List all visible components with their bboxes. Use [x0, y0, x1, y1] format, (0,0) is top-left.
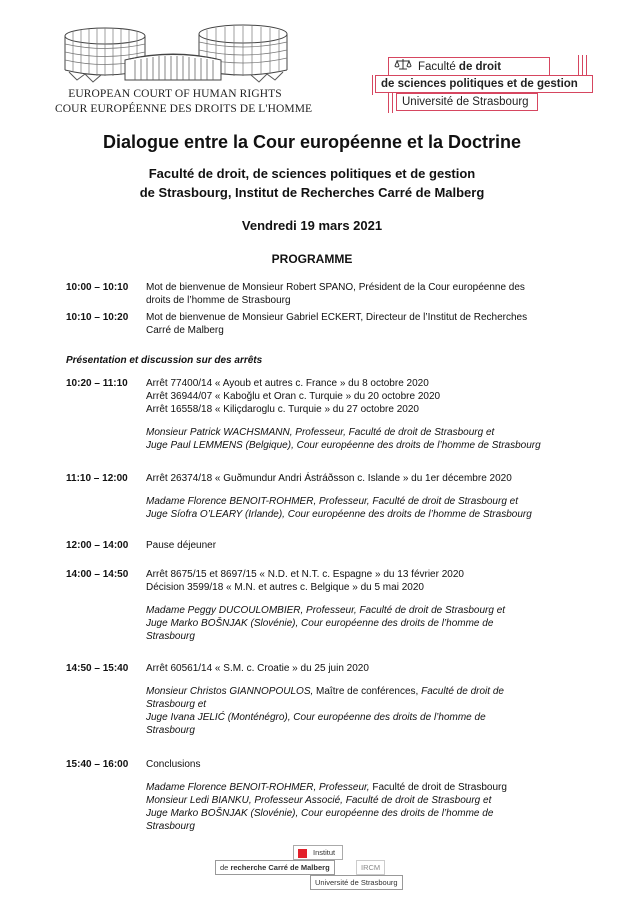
schedule-time: 14:50 – 15:40: [66, 663, 129, 674]
court-building-icon: [55, 22, 295, 86]
speaker-line: Juge Paul LEMMENS (Belgique), Cour européenne des droits de l’homme de Strasbourg: [146, 440, 541, 451]
speaker-line: Juge Ivana JELIĆ (Monténégro), Cour européenne des droits de l’homme de: [146, 712, 486, 723]
schedule-time: 10:00 – 10:10: [66, 282, 129, 293]
faculty-logo-line2: de sciences politiques et de gestion: [375, 75, 593, 93]
case-reference: Décision 3599/18 « M.N. et autres c. Belgique » du 5 mai 2020: [146, 582, 424, 593]
case-reference: Arrêt 8675/15 et 8697/15 « N.D. et N.T. c. Espagne » du 13 février 2020: [146, 569, 464, 580]
programme-heading: PROGRAMME: [271, 252, 353, 266]
faculty-logo-line1: Faculté de droit: [388, 57, 550, 76]
case-reference: Arrêt 36944/07 « Kaboğlu et Oran c. Turquie » du 20 octobre 2020: [146, 391, 441, 402]
schedule-description: Mot de bienvenue de Monsieur Robert SPANO, Président de la Cour européenne des: [146, 282, 525, 293]
section-heading: Présentation et discussion sur des arrêts: [66, 355, 263, 366]
echr-logo: [55, 22, 313, 122]
case-reference: Arrêt 77400/14 « Ayoub et autres c. France » du 8 octobre 2020: [146, 378, 429, 389]
speaker-line: Strasbourg et: [146, 699, 207, 710]
speaker-line: Madame Florence BENOIT-ROHMER, Professeur, Faculté de droit de Strasbourg: [146, 782, 507, 793]
schedule-time: 11:10 – 12:00: [66, 473, 128, 484]
scales-icon: [394, 58, 414, 75]
schedule-time: 10:10 – 10:20: [66, 312, 129, 323]
document-subtitle-line2: de Strasbourg, Institut de Recherches Carré de Malberg: [139, 185, 485, 200]
event-date: Vendredi 19 mars 2021: [241, 218, 383, 233]
case-reference: Arrêt 16558/18 « Kiliçdaroglu c. Turquie » du 27 octobre 2020: [146, 404, 419, 415]
schedule-description: Mot de bienvenue de Monsieur Gabriel ECKERT, Directeur de l’Institut de Recherches: [146, 312, 528, 323]
schedule-description: Pause déjeuner: [146, 540, 217, 551]
schedule-description: Carré de Malberg: [146, 325, 224, 336]
speaker-line: Strasbourg: [146, 725, 195, 736]
speaker-line: Madame Florence BENOIT-ROHMER, Professeur, Faculté de droit de Strasbourg et: [146, 496, 519, 507]
speaker-line: Monsieur Patrick WACHSMANN, Professeur, Faculté de droit de Strasbourg et: [146, 427, 495, 438]
echr-name-english: EUROPEAN COURT OF HUMAN RIGHTS: [68, 88, 282, 100]
speaker-line: Madame Peggy DUCOULOMBIER, Professeur, Faculté de droit de Strasbourg et: [146, 605, 506, 616]
document-title: Dialogue entre la Cour européenne et la Doctrine: [102, 132, 522, 152]
case-reference: Arrêt 26374/18 « Guðmundur Andri Ástráðsson c. Islande » du 1er décembre 2020: [146, 473, 512, 484]
schedule-time: 10:20 – 11:10: [66, 378, 128, 389]
speaker-line: Monsieur Ledi BIANKU, Professeur Associé, Faculté de droit de Strasbourg et: [146, 795, 492, 806]
schedule-description: Conclusions: [146, 759, 201, 770]
schedule-time: 15:40 – 16:00: [66, 759, 129, 770]
document-subtitle-line1: Faculté de droit, de sciences politiques et de gestion: [148, 166, 476, 181]
ircm-logo-line2: de recherche Carré de Malberg: [215, 860, 335, 875]
speaker-line: Juge Marko BOŠNJAK (Slovénie), Cour européenne des droits de l’homme de: [146, 808, 494, 819]
schedule-time: 12:00 – 14:00: [66, 540, 129, 551]
case-reference: Arrêt 60561/14 « S.M. c. Croatie » du 25 juin 2020: [146, 663, 369, 674]
speaker-line: Strasbourg: [146, 631, 195, 642]
schedule-description: droits de l’homme de Strasbourg: [146, 295, 291, 306]
ircm-acronym: IRCM: [356, 860, 385, 875]
ircm-logo: [215, 843, 415, 899]
speaker-line: Juge Marko BOŠNJAK (Slovénie), Cour européenne des droits de l’homme de: [146, 618, 494, 629]
speaker-line: Juge Síofra O’LEARY (Irlande), Cour européenne des droits de l’homme de Strasbourg: [146, 509, 532, 520]
speaker-line: Strasbourg: [146, 821, 195, 832]
ircm-logo-line3: Université de Strasbourg: [310, 875, 403, 890]
red-square-icon: [298, 849, 307, 858]
schedule-time: 14:00 – 14:50: [66, 569, 129, 580]
faculty-logo: [370, 55, 600, 115]
faculty-logo-line3: Université de Strasbourg: [396, 93, 538, 111]
echr-name-french: COUR EUROPÉENNE DES DROITS DE L'HOMME: [55, 103, 313, 115]
ircm-logo-line1: Institut: [293, 845, 343, 860]
speaker-line: Monsieur Christos GIANNOPOULOS, Maître de conférences, Faculté de droit de: [146, 686, 504, 697]
